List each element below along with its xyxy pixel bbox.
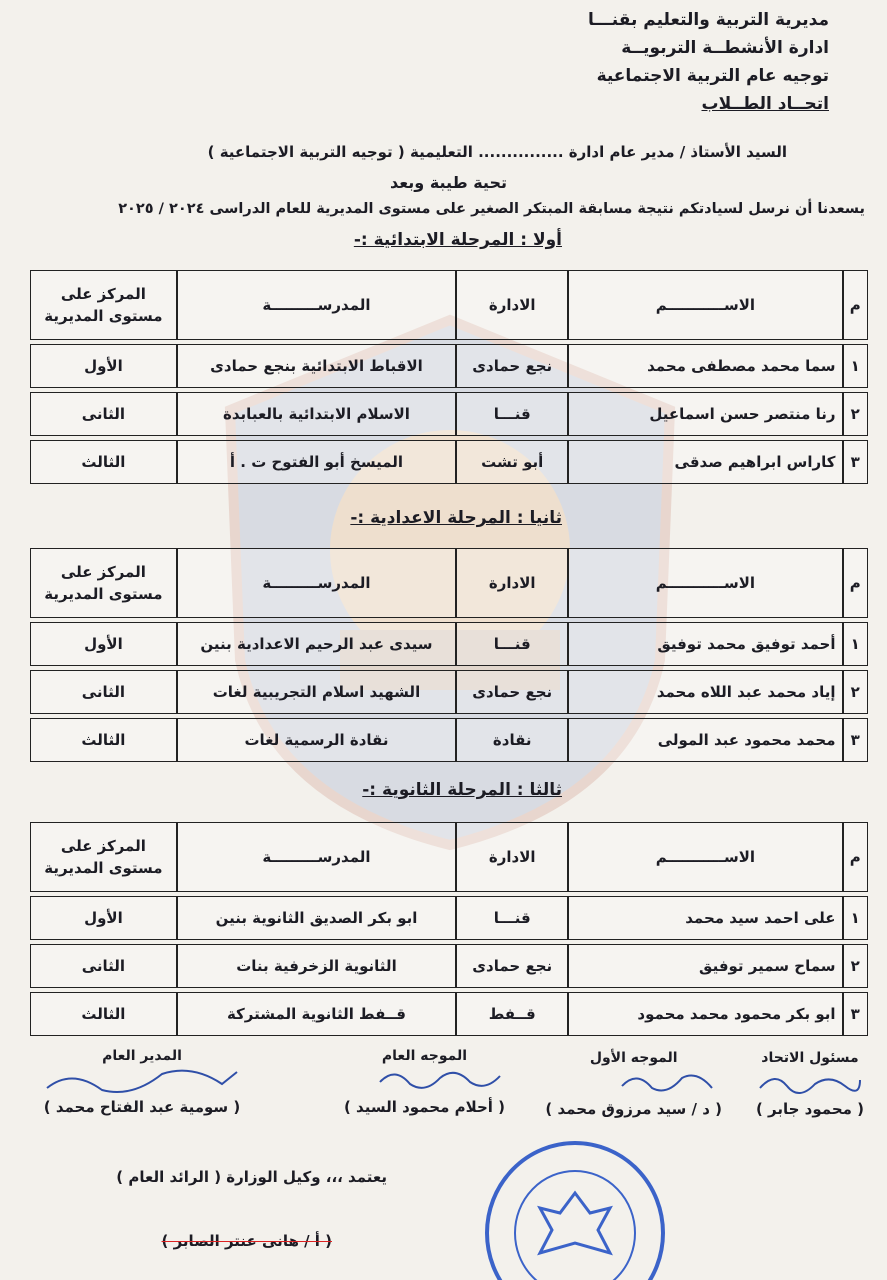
- stage-title-primary: أولا : المرحلة الابتدائية :-: [353, 230, 562, 250]
- signature-title: الموجه الأول: [589, 1050, 678, 1066]
- row-num: ٢: [843, 670, 868, 714]
- handwritten-signature-icon: [42, 1064, 242, 1098]
- col-rank-line1: المركز على: [60, 563, 146, 581]
- signature-title: مسئول الاتحاد: [761, 1050, 859, 1066]
- row-name: كاراس ابراهيم صدقى: [568, 440, 842, 484]
- row-rank: الثالث: [30, 440, 177, 484]
- signature-title: المدير العام: [102, 1048, 182, 1064]
- col-rank: [30, 270, 177, 340]
- student-union-line: اتحــاد الطــلاب: [701, 94, 829, 114]
- row-num: ١: [843, 896, 868, 940]
- table-row: [30, 440, 868, 484]
- col-admin: الادارة: [456, 548, 568, 618]
- row-num: ١: [843, 344, 868, 388]
- col-name: الاســـــــــــم: [568, 548, 842, 618]
- table-row: [30, 670, 868, 714]
- col-school: المدرســـــــــة: [177, 270, 456, 340]
- col-rank: [30, 548, 177, 618]
- official-stamp-icon: [480, 1138, 668, 1280]
- signature-director: [42, 1048, 242, 1116]
- signature-union: [755, 1050, 865, 1118]
- addressee-line: السيد الأستاذ / مدير عام ادارة ............... التعليمية ( توجيه التربية الاجتماعية ): [207, 143, 787, 161]
- results-table-secondary: [30, 818, 868, 1040]
- row-rank: الثانى: [30, 944, 177, 988]
- row-admin: قنـــا: [456, 392, 568, 436]
- row-admin: نجع حمادى: [456, 344, 568, 388]
- row-name: رنا منتصر حسن اسماعيل: [568, 392, 842, 436]
- col-rank: [30, 822, 177, 892]
- col-admin: الادارة: [456, 270, 568, 340]
- table-row: [30, 344, 868, 388]
- col-name: الاســـــــــــم: [568, 270, 842, 340]
- col-school: المدرســـــــــة: [177, 548, 456, 618]
- row-rank: الأول: [30, 344, 177, 388]
- guidance-line: توجيه عام التربية الاجتماعية: [596, 66, 829, 86]
- row-admin: قنـــا: [456, 896, 568, 940]
- row-rank: الأول: [30, 622, 177, 666]
- row-admin: قنـــا: [456, 622, 568, 666]
- signature-name: ( د / سيد مرزوق محمد ): [545, 1100, 722, 1118]
- row-admin: نقادة: [456, 718, 568, 762]
- row-name: على احمد سيد محمد: [568, 896, 842, 940]
- row-num: ٣: [843, 992, 868, 1036]
- row-rank: الثانى: [30, 670, 177, 714]
- table-header-row: [30, 270, 868, 340]
- row-school: الشهيد اسلام التجريبية لغات: [177, 670, 456, 714]
- row-num: ٣: [843, 718, 868, 762]
- row-school: ابو بكر الصديق الثانوية بنين: [177, 896, 456, 940]
- table-row: [30, 992, 868, 1036]
- table-row: [30, 718, 868, 762]
- letterhead: [588, 6, 829, 118]
- approval-name: ( أ / هانى عنتر الصابر ): [161, 1232, 332, 1250]
- col-rank-line1: المركز على: [60, 285, 146, 303]
- activities-line: ادارة الأنشطــة التربويــة: [621, 38, 829, 58]
- signature-name: ( محمود جابر ): [755, 1100, 865, 1118]
- handwritten-signature-icon: [755, 1066, 865, 1100]
- col-rank-line1: المركز على: [60, 837, 146, 855]
- table-header-row: [30, 548, 868, 618]
- signature-name: ( سومية عبد الفتاح محمد ): [43, 1098, 241, 1116]
- signature-title: الموجه العام: [381, 1048, 468, 1064]
- row-rank: الأول: [30, 896, 177, 940]
- row-num: ٣: [843, 440, 868, 484]
- col-rank-line2: مستوى المديرية: [44, 585, 163, 603]
- handwritten-signature-icon: [612, 1066, 722, 1100]
- row-admin: قــفط: [456, 992, 568, 1036]
- row-school: الثانوية الزخرفية بنات: [177, 944, 456, 988]
- greeting-line: تحية طيبة وبعد: [390, 173, 507, 192]
- col-rank-line2: مستوى المديرية: [44, 859, 163, 877]
- row-admin: نجع حمادى: [456, 944, 568, 988]
- row-name: سماح سمير توفيق: [568, 944, 842, 988]
- row-school: الاسلام الابتدائية بالعبابدة: [177, 392, 456, 436]
- table-row: [30, 622, 868, 666]
- row-school: الميسخ أبو الفتوح ت . أ: [177, 440, 456, 484]
- table-row: [30, 944, 868, 988]
- col-num: م: [843, 548, 868, 618]
- row-school: سيدى عبد الرحيم الاعدادية بنين: [177, 622, 456, 666]
- row-num: ١: [843, 622, 868, 666]
- signature-name: ( أحلام محمود السيد ): [343, 1098, 505, 1116]
- table-row: [30, 896, 868, 940]
- intro-line: يسعدنا أن نرسل لسيادتكم نتيجة مسابقة المبتكر الصغير على مستوى المديرية للعام الدراسى ٢٠٢٤ / ٢٠٢٥: [118, 201, 865, 217]
- results-table-primary: [30, 266, 868, 488]
- row-rank: الثانى: [30, 392, 177, 436]
- row-rank: الثالث: [30, 992, 177, 1036]
- table-header-row: [30, 822, 868, 892]
- col-school: المدرســـــــــة: [177, 822, 456, 892]
- results-table-preparatory: [30, 544, 868, 766]
- row-admin: أبو تشت: [456, 440, 568, 484]
- row-num: ٢: [843, 944, 868, 988]
- handwritten-signature-icon: [375, 1064, 505, 1098]
- signature-general-supervisor: [344, 1048, 505, 1116]
- row-school: قــفط الثانوية المشتركة: [177, 992, 456, 1036]
- col-admin: الادارة: [456, 822, 568, 892]
- stage-title-preparatory: ثانيا : المرحلة الاعدادية :-: [350, 508, 562, 528]
- row-admin: نجع حمادى: [456, 670, 568, 714]
- col-rank-line2: مستوى المديرية: [44, 307, 163, 325]
- col-num: م: [843, 822, 868, 892]
- directorate-line: مديرية التربية والتعليم بقنـــا: [587, 10, 829, 30]
- row-name: إياد محمد عبد اللاه محمد: [568, 670, 842, 714]
- row-school: نقادة الرسمية لغات: [177, 718, 456, 762]
- table-row: [30, 392, 868, 436]
- col-num: م: [843, 270, 868, 340]
- row-school: الاقباط الابتدائية بنجع حمادى: [177, 344, 456, 388]
- row-name: ابو بكر محمود محمد محمود: [568, 992, 842, 1036]
- row-name: أحمد توفيق محمد توفيق: [568, 622, 842, 666]
- stage-title-secondary: ثالثا : المرحلة الثانوية :-: [362, 780, 562, 800]
- row-name: محمد محمود عبد المولى: [568, 718, 842, 762]
- row-rank: الثالث: [30, 718, 177, 762]
- row-name: سما محمد مصطفى محمد: [568, 344, 842, 388]
- signature-first-supervisor: [545, 1050, 722, 1118]
- row-num: ٢: [843, 392, 868, 436]
- approval-line: يعتمد ،،، وكيل الوزارة ( الرائد العام ): [116, 1168, 387, 1186]
- col-name: الاســـــــــــم: [568, 822, 842, 892]
